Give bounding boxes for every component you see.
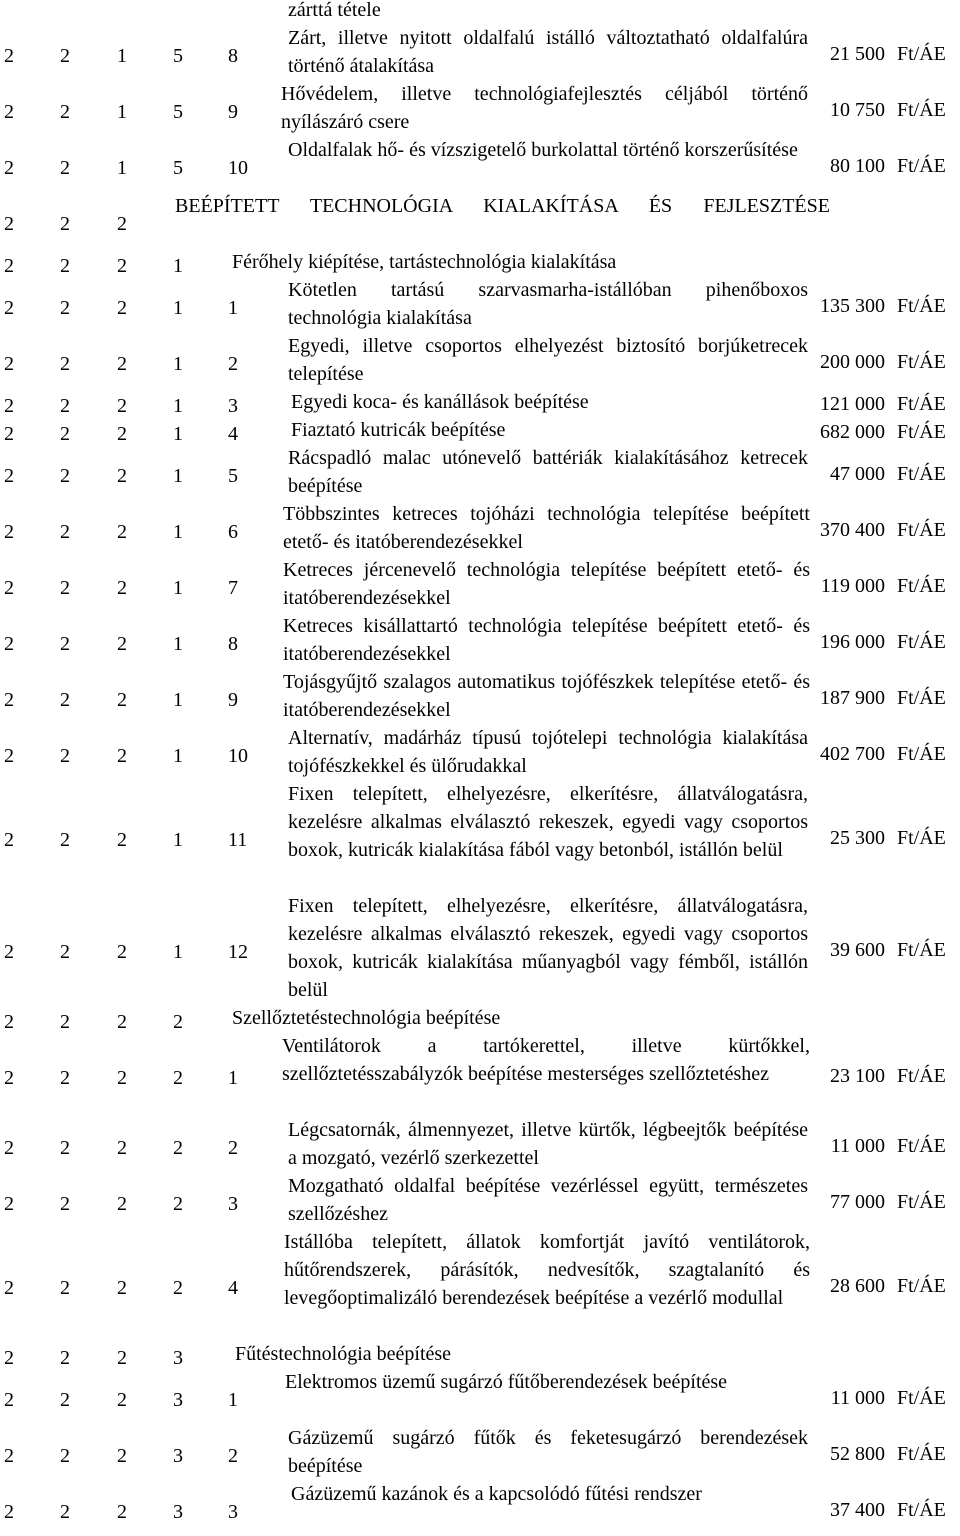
item-description: Egyedi koca- és kanállások beépítése (291, 391, 589, 413)
code-digit: 2 (4, 101, 14, 123)
code-digit: 2 (117, 521, 127, 543)
amount-value: 25 300 (830, 827, 885, 849)
code-digit: 2 (4, 1277, 14, 1299)
item-description: Szellőztetéstechnológia beépítése (232, 1007, 501, 1029)
item-description: BEÉPÍTETT TECHNOLÓGIA KIALAKÍTÁSA ÉS FEJLESZTÉSE (175, 195, 830, 217)
item-description: Fixen telepített, elhelyezésre, elkerítésre, állatválogatásra, kezelésre alkalmas elválasztó rekeszek, egyedi vagy csoportos boxok, kutricák kialakítása műanyagból vagy fémből, istállón belül (288, 895, 808, 1001)
item-description: Mozgatható oldalfal beépítése vezérléssel együtt, természetes szellőzéshez (288, 1175, 808, 1225)
code-digit: 2 (117, 577, 127, 599)
code-digit: 2 (4, 1347, 14, 1369)
code-digit: 2 (117, 941, 127, 963)
amount-unit: Ft/ÁE (897, 99, 946, 121)
item-description: Fiaztató kutricák beépítése (291, 419, 506, 441)
table-row (0, 388, 960, 416)
code-digit: 1 (173, 465, 183, 487)
code-digit: 2 (173, 1193, 183, 1215)
code-digit: 2 (117, 395, 127, 417)
code-digit: 1 (173, 577, 183, 599)
amount-unit: Ft/ÁE (897, 295, 946, 317)
amount-value: 52 800 (830, 1443, 885, 1465)
item-description: Ketreces kisállattartó technológia telepítése beépített etető- és itatóberendezésekkel (283, 615, 810, 665)
code-digit: 2 (4, 829, 14, 851)
item-description: Férőhely kiépítése, tartástechnológia kialakítása (232, 251, 617, 273)
item-description: Istállóba telepített, állatok komfortját javító ventilátorok, hűtőrendszerek, párásítók, nedvesítők, szagtalanító és levegőoptimalizáló berendezések beépítése a vezérlő modullal (284, 1231, 810, 1309)
item-description: Gázüzemű kazánok és a kapcsolódó fűtési rendszer (291, 1483, 702, 1505)
amount-unit: Ft/ÁE (897, 743, 946, 765)
code-digit: 2 (60, 1193, 70, 1215)
table-row (0, 24, 960, 80)
code-digit: 2 (117, 1277, 127, 1299)
code-digit: 2 (117, 465, 127, 487)
code-digit: 5 (173, 157, 183, 179)
amount-unit: Ft/ÁE (897, 827, 946, 849)
amount-value: 196 000 (820, 631, 885, 653)
code-digit: 2 (117, 1137, 127, 1159)
code-digit: 2 (117, 1347, 127, 1369)
amount-unit: Ft/ÁE (897, 463, 946, 485)
table-row (0, 80, 960, 136)
table-row (0, 192, 960, 248)
code-digit: 2 (4, 689, 14, 711)
code-digit: 2 (60, 353, 70, 375)
code-digit: 2 (60, 1067, 70, 1089)
item-description: Rácspadló malac utónevelő battériák kialakításához ketrecek beépítése (288, 447, 808, 497)
table-row (0, 612, 960, 668)
item-description: Elektromos üzemű sugárzó fűtőberendezések beépítése (285, 1371, 728, 1393)
code-digit: 6 (228, 521, 238, 543)
amount-value: 370 400 (820, 519, 885, 541)
code-digit: 2 (60, 157, 70, 179)
table-row (0, 556, 960, 612)
code-digit: 2 (228, 1137, 238, 1159)
code-digit: 2 (117, 1501, 127, 1523)
amount-value: 10 750 (830, 99, 885, 121)
table-row (0, 892, 960, 1004)
amount-unit: Ft/ÁE (897, 1065, 946, 1087)
code-digit: 3 (228, 395, 238, 417)
amount-unit: Ft/ÁE (897, 631, 946, 653)
code-digit: 2 (117, 353, 127, 375)
code-digit: 1 (173, 745, 183, 767)
table-row (0, 1368, 960, 1424)
code-digit: 3 (173, 1445, 183, 1467)
code-digit: 2 (4, 745, 14, 767)
amount-unit: Ft/ÁE (897, 351, 946, 373)
code-digit: 2 (4, 157, 14, 179)
amount-unit: Ft/ÁE (897, 939, 946, 961)
amount-unit: Ft/ÁE (897, 575, 946, 597)
code-digit: 2 (60, 1445, 70, 1467)
table-row (0, 1340, 960, 1368)
code-digit: 1 (228, 297, 238, 319)
table-row (0, 1004, 960, 1032)
code-digit: 2 (117, 297, 127, 319)
code-digit: 2 (117, 213, 127, 235)
code-digit: 1 (173, 423, 183, 445)
amount-unit: Ft/ÁE (897, 1135, 946, 1157)
code-digit: 2 (60, 1389, 70, 1411)
code-digit: 5 (173, 45, 183, 67)
table-row (0, 248, 960, 276)
code-digit: 1 (117, 45, 127, 67)
code-digit: 2 (60, 465, 70, 487)
code-digit: 1 (173, 521, 183, 543)
code-digit: 2 (60, 941, 70, 963)
code-digit: 2 (4, 255, 14, 277)
table-row (0, 416, 960, 444)
code-digit: 2 (4, 395, 14, 417)
amount-unit: Ft/ÁE (897, 1499, 946, 1521)
code-digit: 2 (60, 45, 70, 67)
code-digit: 1 (173, 395, 183, 417)
amount-value: 37 400 (830, 1499, 885, 1521)
amount-value: 135 300 (820, 295, 885, 317)
code-digit: 2 (117, 1389, 127, 1411)
code-digit: 5 (173, 101, 183, 123)
code-digit: 2 (117, 689, 127, 711)
amount-value: 21 500 (830, 43, 885, 65)
item-description: Fűtéstechnológia beépítése (235, 1343, 452, 1365)
code-digit: 2 (60, 395, 70, 417)
code-digit: 12 (228, 941, 248, 963)
code-digit: 2 (60, 1277, 70, 1299)
amount-value: 187 900 (820, 687, 885, 709)
item-description: Ketreces jércenevelő technológia telepítése beépített etető- és itatóberendezésekkel (283, 559, 810, 609)
code-digit: 2 (60, 1347, 70, 1369)
code-digit: 2 (4, 465, 14, 487)
code-digit: 2 (60, 1011, 70, 1033)
code-digit: 9 (228, 689, 238, 711)
code-digit: 2 (117, 255, 127, 277)
code-digit: 1 (173, 633, 183, 655)
item-description: Kötetlen tartású szarvasmarha-istállóban pihenőboxos technológia kialakítása (288, 279, 808, 329)
code-digit: 2 (173, 1137, 183, 1159)
amount-value: 23 100 (830, 1065, 885, 1087)
code-digit: 2 (117, 1011, 127, 1033)
amount-value: 80 100 (830, 155, 885, 177)
table-row (0, 1424, 960, 1480)
table-row (0, 780, 960, 892)
code-digit: 2 (60, 633, 70, 655)
code-digit: 2 (60, 521, 70, 543)
code-digit: 2 (228, 353, 238, 375)
code-digit: 1 (117, 157, 127, 179)
item-description: Tojásgyűjtő szalagos automatikus tojófészkek telepítése etető- és itatóberendezésekkel (283, 671, 810, 721)
item-description: Gázüzemű sugárzó fűtők és feketesugárzó berendezések beépítése (288, 1427, 808, 1477)
code-digit: 8 (228, 45, 238, 67)
item-description: Hővédelem, illetve technológiafejlesztés céljából történő nyílászáró csere (281, 83, 808, 133)
code-digit: 2 (4, 1011, 14, 1033)
code-digit: 3 (173, 1389, 183, 1411)
amount-value: 28 600 (830, 1275, 885, 1297)
amount-value: 200 000 (820, 351, 885, 373)
code-digit: 2 (117, 1445, 127, 1467)
amount-value: 682 000 (820, 421, 885, 443)
code-digit: 2 (4, 423, 14, 445)
code-digit: 2 (117, 745, 127, 767)
code-digit: 2 (60, 255, 70, 277)
code-digit: 2 (4, 521, 14, 543)
code-digit: 2 (60, 297, 70, 319)
code-digit: 2 (4, 1193, 14, 1215)
code-digit: 1 (117, 101, 127, 123)
table-row (0, 1032, 960, 1116)
code-digit: 2 (60, 1137, 70, 1159)
amount-unit: Ft/ÁE (897, 1387, 946, 1409)
code-digit: 2 (4, 1137, 14, 1159)
amount-value: 121 000 (820, 393, 885, 415)
amount-unit: Ft/ÁE (897, 155, 946, 177)
code-digit: 10 (228, 745, 248, 767)
table-row (0, 136, 960, 192)
table-row (0, 444, 960, 500)
code-digit: 2 (4, 577, 14, 599)
code-digit: 2 (60, 1501, 70, 1523)
code-digit: 2 (4, 297, 14, 319)
code-digit: 2 (4, 941, 14, 963)
item-description: zárttá tétele (288, 0, 381, 21)
code-digit: 1 (173, 941, 183, 963)
code-digit: 7 (228, 577, 238, 599)
item-description: Zárt, illetve nyitott oldalfalú istálló változtatható oldalfalúra történő átalakítása (288, 27, 808, 77)
item-description: Légcsatornák, álmennyezet, illetve kürtők, légbeejtők beépítése a mozgató, vezérlő szerkezettel (288, 1119, 808, 1169)
code-digit: 2 (60, 689, 70, 711)
code-digit: 2 (117, 1067, 127, 1089)
table-row (0, 0, 960, 24)
code-digit: 2 (173, 1277, 183, 1299)
code-digit: 4 (228, 1277, 238, 1299)
table-row (0, 276, 960, 332)
code-digit: 1 (173, 689, 183, 711)
code-digit: 1 (228, 1067, 238, 1089)
code-digit: 2 (4, 1445, 14, 1467)
item-description: Fixen telepített, elhelyezésre, elkerítésre, állatválogatásra, kezelésre alkalmas elválasztó rekeszek, egyedi vagy csoportos boxok, kutricák kialakítása fából vagy betonból, istállón belül (288, 783, 808, 861)
table-row (0, 1480, 960, 1536)
code-digit: 2 (228, 1445, 238, 1467)
code-digit: 2 (4, 633, 14, 655)
amount-value: 11 000 (830, 1135, 885, 1157)
item-description: Többszintes ketreces tojóházi technológia telepítése beépített etető- és itatóberendezésekkel (283, 503, 810, 553)
code-digit: 2 (60, 577, 70, 599)
item-description: Oldalfalak hő- és vízszigetelő burkolattal történő korszerűsítése (288, 139, 798, 161)
code-digit: 2 (60, 423, 70, 445)
code-digit: 3 (173, 1501, 183, 1523)
amount-value: 119 000 (820, 575, 885, 597)
code-digit: 4 (228, 423, 238, 445)
code-digit: 10 (228, 157, 248, 179)
code-digit: 2 (60, 745, 70, 767)
item-description: Egyedi, illetve csoportos elhelyezést biztosító borjúketrecek telepítése (288, 335, 808, 385)
amount-unit: Ft/ÁE (897, 1443, 946, 1465)
code-digit: 1 (173, 297, 183, 319)
table-row (0, 500, 960, 556)
amount-unit: Ft/ÁE (897, 687, 946, 709)
amount-unit: Ft/ÁE (897, 421, 946, 443)
amount-unit: Ft/ÁE (897, 1191, 946, 1213)
code-digit: 2 (117, 1193, 127, 1215)
table-row (0, 1228, 960, 1340)
code-digit: 1 (173, 829, 183, 851)
code-digit: 3 (228, 1193, 238, 1215)
code-digit: 2 (60, 101, 70, 123)
code-digit: 2 (173, 1067, 183, 1089)
table-row (0, 332, 960, 388)
code-digit: 2 (4, 1389, 14, 1411)
code-digit: 2 (4, 45, 14, 67)
code-digit: 8 (228, 633, 238, 655)
code-digit: 11 (228, 829, 248, 851)
amount-value: 402 700 (820, 743, 885, 765)
item-description: Alternatív, madárház típusú tojótelepi technológia kialakítása tojófészkekkel és ülőrudakkal (288, 727, 808, 777)
amount-value: 77 000 (830, 1191, 885, 1213)
table-row (0, 724, 960, 780)
code-digit: 2 (60, 213, 70, 235)
code-digit: 1 (173, 255, 183, 277)
amount-value: 11 000 (830, 1387, 885, 1409)
code-digit: 2 (117, 423, 127, 445)
table-row (0, 668, 960, 724)
code-digit: 5 (228, 465, 238, 487)
item-description: Ventilátorok a tartókerettel, illetve kürtőkkel, szellőztetésszabályzók beépítése mesterséges szellőztetéshez (282, 1035, 810, 1085)
code-digit: 2 (117, 829, 127, 851)
code-digit: 3 (173, 1347, 183, 1369)
code-digit: 2 (117, 633, 127, 655)
code-digit: 1 (173, 353, 183, 375)
amount-unit: Ft/ÁE (897, 1275, 946, 1297)
code-digit: 2 (4, 1067, 14, 1089)
amount-unit: Ft/ÁE (897, 393, 946, 415)
code-digit: 2 (60, 829, 70, 851)
table-row (0, 1172, 960, 1228)
code-digit: 2 (4, 353, 14, 375)
code-digit: 9 (228, 101, 238, 123)
amount-value: 39 600 (830, 939, 885, 961)
code-digit: 2 (4, 1501, 14, 1523)
code-digit: 3 (228, 1501, 238, 1523)
amount-unit: Ft/ÁE (897, 43, 946, 65)
code-digit: 1 (228, 1389, 238, 1411)
amount-value: 47 000 (830, 463, 885, 485)
amount-unit: Ft/ÁE (897, 519, 946, 541)
code-digit: 2 (173, 1011, 183, 1033)
table-row (0, 1116, 960, 1172)
code-digit: 2 (4, 213, 14, 235)
